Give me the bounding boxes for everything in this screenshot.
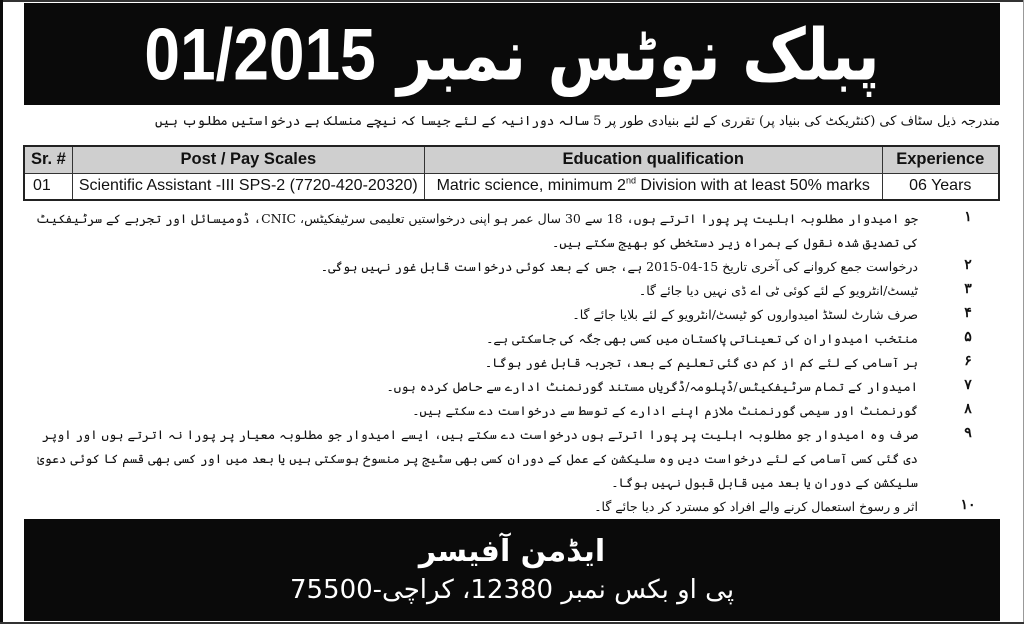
header-experience: Experience [882, 146, 999, 173]
rule-text: درخواست جمع کروانے کی آخری تاریخ 15-04-2015 ہے، جس کے بعد کوئی درخواست قابل غور نہیں ہوگی۔ [320, 259, 918, 274]
rule-number: ۷ [964, 377, 972, 393]
list-item [24, 207, 1000, 255]
header-education: Education qualification [424, 146, 882, 173]
rule-text: صرف وہ امیدوار جو مطلوبہ اہلیت پر پورا اترتے ہوں درخواست دے سکتے ہیں، ایسے امیدوار جو مطلوبہ معیار پر پورا نہ اترتے ہوں اور اوپر دی گئی کسی آسامی کے لئے درخواست دیں وہ سلیکشن کے عمل کے دوران کسی بھی سٹیج پر منسوخ ہوسکتی ہیں یا بعد میں اور کسی بھی قسم کا کوئی دعویٰ سلیکشن کے دوران یا بعد میں قابل قبول نہیں ہوگا۔ [37, 427, 918, 490]
table-header-row [24, 146, 999, 173]
cell-post: Scientific Assistant -III SPS-2 (7720-420-20320) [72, 173, 424, 200]
list-item [24, 399, 1000, 423]
rule-text: ہر آسامی کے لئے کم از کم دی گئی تعلیم کے بعد، تجربہ قابل غور ہوگا۔ [484, 355, 918, 370]
page-title [144, 12, 880, 97]
header-post: Post / Pay Scales [72, 146, 424, 173]
frame-left-border [0, 0, 3, 624]
header-sr: Sr. # [24, 146, 72, 173]
signatory-title: ایڈمن آفیسر [418, 534, 606, 569]
postal-address: پی او بکس نمبر 12380، کراچی-75500 [289, 575, 735, 605]
list-item [24, 327, 1000, 351]
list-item [24, 495, 1000, 519]
cell-education [424, 173, 882, 200]
qualification-table [23, 145, 1000, 201]
list-item [24, 279, 1000, 303]
rule-text: گورنمنٹ اور سیمی گورنمنٹ ملازم اپنے ادارے کے توسط سے درخواست دے سکتے ہیں۔ [412, 403, 918, 418]
rule-number: ۶ [964, 353, 972, 369]
education-suffix: Division with at least 50% marks [635, 177, 870, 195]
rule-number: ۸ [964, 401, 972, 417]
rule-text: جو امیدوار مطلوبہ اہلیت پر پورا اترتے ہوں، 18 سے 30 سال عمر ہو اپنی درخواستیں تعلیمی سرٹیفکیٹس، CNIC، ڈومیسائل اور تجربے کے سرٹیفکیٹ کی تصدیق شدہ نقول کے ہمراہ زیر دستخطی کو بھیج سکتے ہیں۔ [36, 211, 918, 250]
title-words: پبلک نوٹس نمبر [397, 12, 880, 97]
cell-sr: 01 [24, 173, 72, 200]
cell-experience: 06 Years [882, 173, 999, 200]
intro-text: مندرجہ ذیل سٹاف کی (کنٹریکٹ کی بنیاد پر) تقرری کے لئے بنیادی طور پر 5 سالہ دورانیہ کے لئے جیسا کہ نیچے منسلک ہے درخواستیں مطلوب ہیں [155, 114, 1000, 129]
rule-text: ٹیسٹ/انٹرویو کے لئے کوئی ٹی اے ڈی نہیں دیا جائے گا۔ [638, 283, 918, 298]
rule-text: اثر و رسوخ استعمال کرنے والے افراد کو مسترد کر دیا جائے گا۔ [594, 499, 918, 514]
rule-number: ۱ [964, 209, 972, 225]
table-row [24, 173, 999, 200]
header-banner [24, 3, 1000, 105]
rule-number: ۴ [964, 305, 972, 321]
rule-number: ۱۰ [960, 497, 976, 513]
rule-number: ۲ [964, 257, 972, 273]
list-item [24, 255, 1000, 279]
list-item [24, 423, 1000, 495]
education-prefix: Matric science, minimum 2 [436, 177, 626, 195]
rule-number: ۹ [964, 425, 972, 441]
rules-list [24, 207, 1000, 519]
education-ordinal: nd [625, 175, 636, 186]
list-item [24, 351, 1000, 375]
footer-banner [24, 519, 1000, 621]
rule-text: صرف شارٹ لسٹڈ امیدواروں کو ٹیسٹ/انٹرویو کے لئے بلایا جائے گا۔ [572, 307, 918, 322]
rule-text: امیدوار کے تمام سرٹیفکیٹس/ڈپلومہ/ڈگریاں مستند گورنمنٹ ادارے سے حاصل کردہ ہوں۔ [386, 379, 918, 394]
list-item [24, 375, 1000, 399]
frame-top-border [0, 0, 1024, 2]
rule-text: منتخب امیدواران کی تعیناتی پاکستان میں کسی بھی جگہ کی جاسکتی ہے۔ [486, 331, 918, 346]
notice-number: 01/2015 [144, 12, 376, 96]
rule-number: ۵ [964, 329, 972, 345]
rule-number: ۳ [964, 281, 972, 297]
list-item [24, 303, 1000, 327]
